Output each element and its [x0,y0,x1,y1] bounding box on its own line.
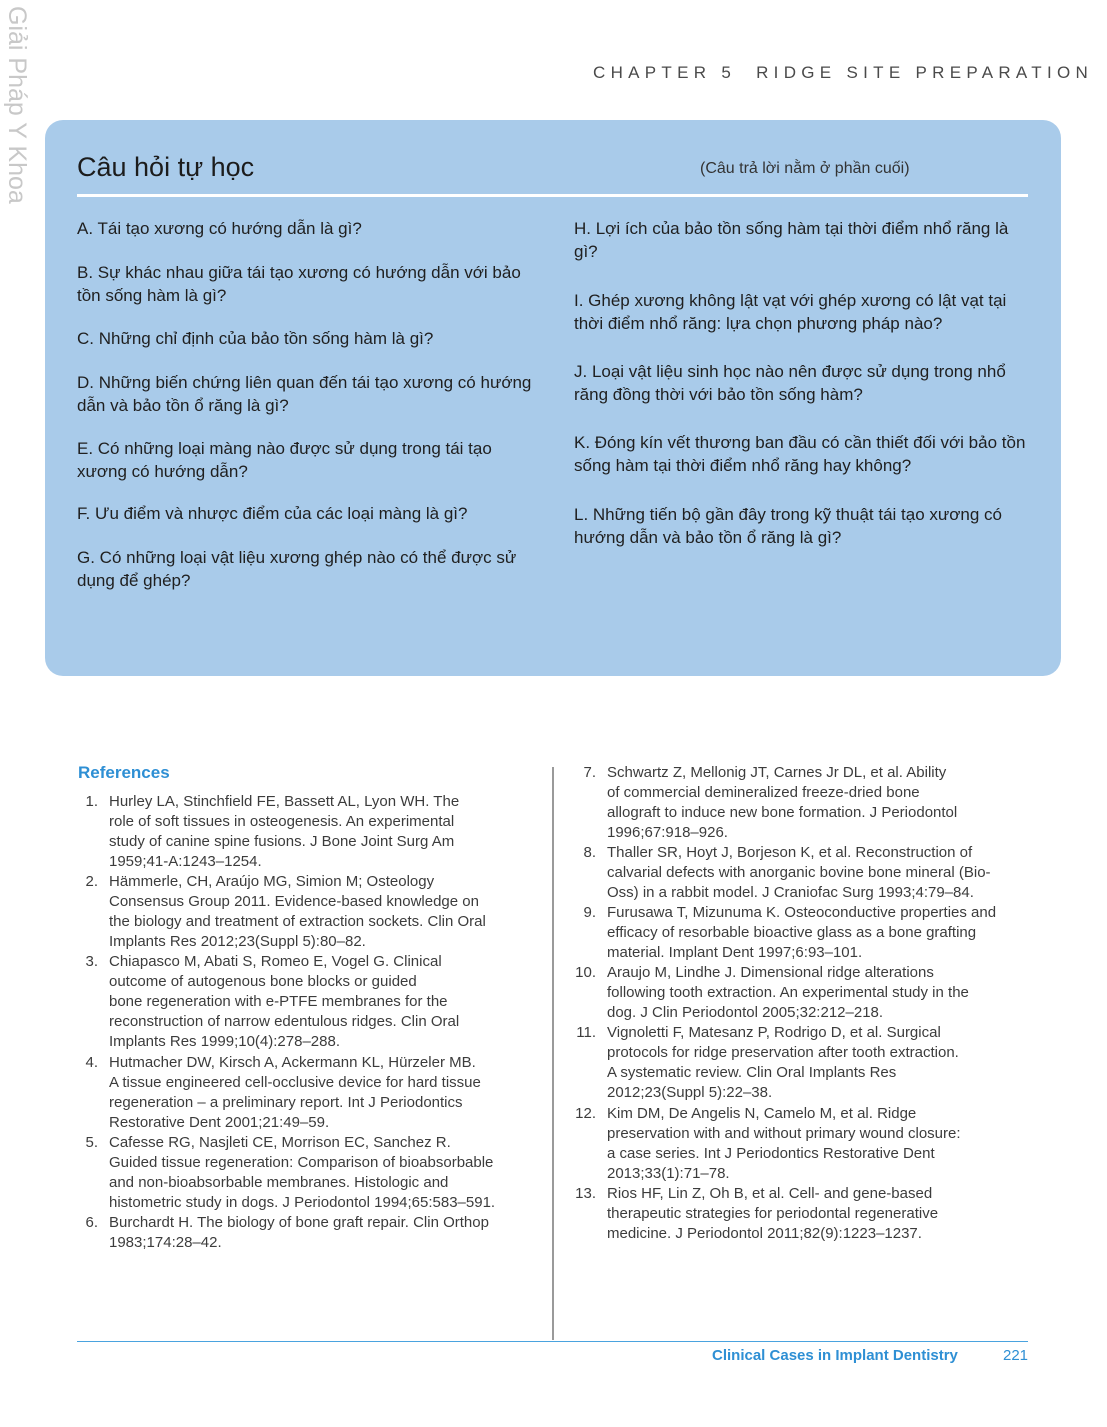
reference-line: study of canine spine fusions. J Bone Joint Surg Am [109,833,455,850]
box-divider [77,194,1028,197]
reference-line: Hurley LA, Stinchfield FE, Bassett AL, Lyon WH. The [109,793,460,810]
reference-text [109,952,539,1052]
reference-text [607,903,1037,963]
reference-line: preservation with and without primary wound closure: [607,1125,961,1142]
reference-line: 1983;174:28–42. [109,1234,222,1251]
reference-number: 4. [85,1054,98,1071]
reference-line: Vignoletti F, Matesanz P, Rodrigo D, et al. Surgical [607,1024,941,1041]
reference-text [109,1053,539,1133]
reference-line: material. Implant Dent 1997;6:93–101. [607,944,863,961]
chapter-label: CHAPTER 5 [593,63,737,82]
column-divider [552,767,554,1340]
reference-line: Schwartz Z, Mellonig JT, Carnes Jr DL, et al. Ability [607,764,947,781]
reference-line: Restorative Dent 2001;21:49–59. [109,1114,330,1131]
running-header [593,63,1093,83]
box-note: (Câu trả lời nằm ở phần cuối) [700,160,910,177]
reference-number: 9. [583,904,596,921]
reference-line: Furusawa T, Mizunuma K. Osteoconductive properties and [607,904,997,921]
reference-line: role of soft tissues in osteogenesis. An experimental [109,813,455,830]
reference-line: allograft to induce new bone formation. J Periodontol [607,804,958,821]
reference-line: A systematic review. Clin Oral Implants Res [607,1064,897,1081]
reference-line: the biology and treatment of extraction sockets. Clin Oral [109,913,486,930]
reference-text [109,1213,539,1253]
reference-text [607,963,1037,1023]
reference-line: bone regeneration with e-PTFE membranes for the [109,993,448,1010]
watermark-text: Giải Pháp Y Khoa [3,6,31,204]
reference-line: following tooth extraction. An experimental study in the [607,984,969,1001]
reference-line: reconstruction of narrow edentulous ridges. Clin Oral [109,1013,460,1030]
reference-line: Implants Res 2012;23(Suppl 5):80–82. [109,933,366,950]
question-h: H. Lợi ích của bảo tồn sống hàm tại thời điểm nhổ răng là gì? [574,219,1009,261]
section-label: RIDGE SITE PREPARATION [756,63,1094,82]
reference-number: 2. [85,873,98,890]
question-d: D. Những biến chứng liên quan đến tái tạo xương có hướng dẫn và bảo tồn ổ răng là gì? [77,373,532,415]
reference-text [607,763,1037,843]
reference-number: 11. [576,1024,596,1041]
question-e: E. Có những loại màng nào được sử dụng trong tái tạo xương có hướng dẫn? [77,439,492,481]
question-f: F. Ưu điểm và nhược điểm của các loại màng là gì? [77,504,468,523]
references-heading: References [78,763,170,782]
question-g: G. Có những loại vật liệu xương ghép nào có thể được sử dụng để ghép? [77,548,517,590]
reference-line: Guided tissue regeneration: Comparison of bioabsorbable [109,1154,494,1171]
reference-line: medicine. J Periodontol 2011;82(9):1223–1237. [607,1225,922,1242]
reference-line: regeneration – a preliminary report. Int J Periodontics [109,1094,463,1111]
reference-text [607,1104,1037,1184]
question-c: C. Những chỉ định của bảo tồn sống hàm là gì? [77,329,434,348]
reference-line: histometric study in dogs. J Periodontol 1994;65:583–591. [109,1194,496,1211]
reference-number: 8. [583,844,596,861]
reference-text [109,872,539,952]
reference-line: 2013;33(1):71–78. [607,1165,730,1182]
reference-text [607,1184,1037,1244]
reference-line: Araujo M, Lindhe J. Dimensional ridge alterations [607,964,934,981]
footer-rule [77,1341,1028,1342]
reference-number: 12. [575,1105,596,1122]
reference-line: therapeutic strategies for periodontal regenerative [607,1205,939,1222]
footer-book-title: Clinical Cases in Implant Dentistry [712,1347,958,1364]
reference-line: Rios HF, Lin Z, Oh B, et al. Cell- and gene-based [607,1185,933,1202]
reference-line: dog. J Clin Periodontol 2005;32:212–218. [607,1004,884,1021]
question-k: K. Đóng kín vết thương ban đầu có cần thiết đối với bảo tồn sống hàm tại thời điểm nhổ răng hay không? [574,433,1026,475]
reference-line: outcome of autogenous bone blocks or guided [109,973,417,990]
reference-line: Implants Res 1999;10(4):278–288. [109,1033,340,1050]
question-a: A. Tái tạo xương có hướng dẫn là gì? [77,219,362,238]
reference-number: 7. [583,764,596,781]
reference-line: 1959;41-A:1243–1254. [109,853,262,870]
reference-line: 2012;23(Suppl 5):22–38. [607,1084,773,1101]
reference-line: Kim DM, De Angelis N, Camelo M, et al. Ridge [607,1105,917,1122]
question-j: J. Loại vật liệu sinh học nào nên được sử dụng trong nhổ răng đồng thời với bảo tồn sống hàm? [574,362,1006,404]
reference-text [109,1133,539,1213]
page-number: 221 [1003,1347,1029,1364]
reference-line: Chiapasco M, Abati S, Romeo E, Vogel G. Clinical [109,953,442,970]
watermark [2,6,36,204]
reference-line: 1996;67:918–926. [607,824,728,841]
reference-line: a case series. Int J Periodontics Restorative Dent [607,1145,935,1162]
reference-line: Consensus Group 2011. Evidence-based knowledge on [109,893,479,910]
reference-text [607,843,1037,903]
reference-line: Hutmacher DW, Kirsch A, Ackermann KL, Hürzeler MB. [109,1054,476,1071]
reference-line: calvarial defects with anorganic bovine bone mineral (Bio- [607,864,991,881]
reference-line: A tissue engineered cell-occlusive device for hard tissue [109,1074,481,1091]
reference-line: and non-bioabsorbable membranes. Histologic and [109,1174,449,1191]
box-title: Câu hỏi tự học [77,152,255,182]
reference-line: protocols for ridge preservation after tooth extraction. [607,1044,959,1061]
question-i: I. Ghép xương không lật vạt với ghép xương có lật vạt tại thời điểm nhổ răng: lựa chọn phương pháp nào? [574,291,1007,333]
reference-text [607,1023,1037,1103]
reference-line: of commercial demineralized freeze-dried bone [607,784,920,801]
reference-number: 5. [85,1134,98,1151]
reference-number: 13. [575,1185,596,1202]
reference-line: Hämmerle, CH, Araújo MG, Simion M; Osteology [109,873,435,890]
reference-line: Thaller SR, Hoyt J, Borjeson K, et al. Reconstruction of [607,844,973,861]
question-b: B. Sự khác nhau giữa tái tạo xương có hướng dẫn với bảo tồn sống hàm là gì? [77,263,521,305]
reference-number: 10. [575,964,596,981]
reference-line: Burchardt H. The biology of bone graft repair. Clin Orthop [109,1214,489,1231]
reference-number: 6. [85,1214,98,1231]
question-l: L. Những tiến bộ gần đây trong kỹ thuật tái tạo xương có hướng dẫn và bảo tồn ổ răng là gì? [574,505,1003,547]
reference-line: Cafesse RG, Nasjleti CE, Morrison EC, Sanchez R. [109,1134,451,1151]
reference-line: Oss) in a rabbit model. J Craniofac Surg 1993;4:79–84. [607,884,974,901]
reference-line: efficacy of resorbable bioactive glass as a bone grafting [607,924,977,941]
reference-number: 3. [85,953,98,970]
reference-text [109,792,539,872]
reference-number: 1. [85,793,98,810]
